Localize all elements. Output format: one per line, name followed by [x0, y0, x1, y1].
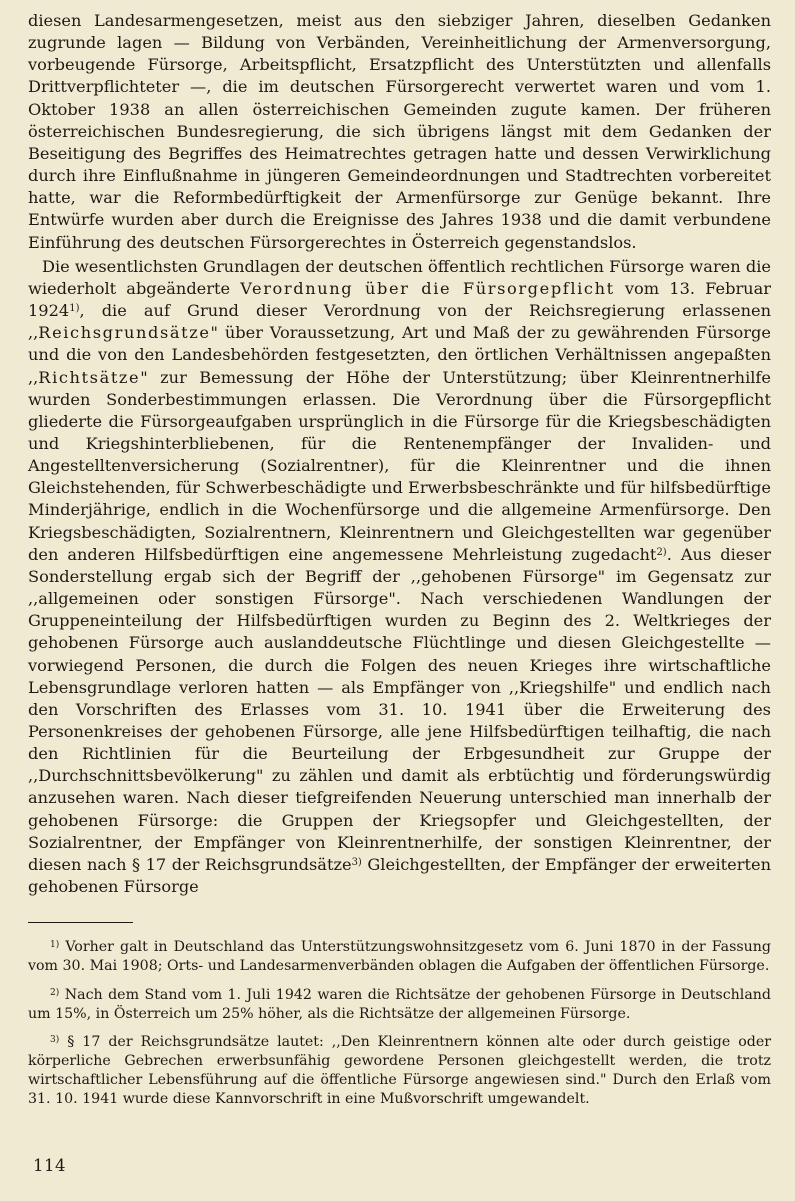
- footnote-text: Nach dem Stand vom 1. Juli 1942 waren die Richtsätze der gehobenen Fürsorge in Deutschland um 15%, in Österreich um 25% höher, als die Richtsätze der allgemeinen Fürsorge.: [28, 986, 771, 1022]
- spaced-term-verordnung: Verordnung über die Fürsorgepflicht: [240, 278, 615, 298]
- text-run: " zur Bemessung der Höhe der Unterstützung; über Kleinrentnerhilfe wurden Sonderbestimmungen erlassen. Die Verordnung über die Fürsorgepflicht gliederte die Fürsorgeaufgaben ursprünglich in die Fürsorge für die Kriegsbeschädigten und Kriegshinterbliebenen, für die Rentenempfänger der Invaliden- und Angestelltenversicherung (Sozialrentner), für die Kleinrentner und die ihnen Gleichstehenden, für Schwerbeschädigte und Erwerbsbeschränkte und für hilfsbedürftige Minderjährige, endlich in die Wochenfürsorge und die allgemeine Armenfürsorge. Den Kriegsbeschädigten, Sozialrentnern, Kleinrentnern und Gleichgestellten war gegenüber den anderen Hilfsbedürftigen eine angemessene Mehrleistung zugedacht: [28, 367, 771, 564]
- text-run: Gleichgestellten, der Empfänger der erweiterten gehobenen Fürsorge: [28, 854, 771, 897]
- footnote-mark: 2): [50, 987, 60, 998]
- footnote-3: [28, 1033, 771, 1108]
- text-run: vom 13. Februar 1924: [28, 278, 771, 321]
- footnote-2: [28, 986, 771, 1024]
- footnote-divider: [28, 922, 133, 923]
- footnote-mark: 3): [50, 1035, 60, 1046]
- footnote-text: § 17 der Reichsgrundsätze lautet: ,,Den Kleinrentnern können alte oder durch geistige oder körperliche Gebrechen erwerbsunfähig gewordene Personen gleichgestellt werden, die trotz wirtschaftlicher Lebensführung auf die öffentliche Fürsorge angewiesen sind." Durch den Erlaß vom 31. 10. 1941 wurde diese Kannvorschrift in eine Mußvorschrift umgewandelt.: [28, 1034, 771, 1107]
- spaced-term-richtsaetze: Richtsätze: [38, 367, 141, 387]
- paragraph-fuersorge-grundlagen: [28, 256, 771, 899]
- text-run: , die auf Grund dieser Verordnung von der Reichsregierung erlassenen ,,: [28, 301, 771, 343]
- footnotes: [28, 938, 771, 1108]
- main-text: [28, 10, 771, 898]
- paragraph-continuation: diesen Landesarmengesetzen, meist aus den siebziger Jahren, dieselben Gedanken zugrunde lagen — Bildung von Verbänden, Vereinheitlichung der Armenversorgung, vorbeugende Fürsorge, Arbeitspflicht, Ersatzpflicht des Unterstützten und allenfalls Drittverpflichteter —, die im deutschen Fürsorgerecht verwertet waren und vom 1. Oktober 1938 an allen österreichischen Gemeinden zugute kamen. Der früheren österreichischen Bundesregierung, die sich übrigens längst mit dem Gedanken der Beseitigung des Begriffes des Heimatrechtes getragen hatte und dessen Verwirklichung durch ihre Einflußnahme in jüngeren Gemeindeordnungen und Stadtrechten vorbereitet hatte, war die Reformbedürftigkeit der Armenfürsorge zur Genüge bekannt. Ihre Entwürfe wurden aber durch die Ereignisse des Jahres 1938 und die damit verbundene Einführung des deutschen Fürsorgerechtes in Österreich gegenstandslos.: [28, 11, 771, 252]
- page-number: 114: [33, 1156, 66, 1175]
- book-page: [28, 10, 771, 1119]
- footnote-1: [28, 938, 771, 976]
- spaced-term-reichsgrundsaetze: Reichsgrundsätze: [38, 323, 211, 343]
- footnote-ref-1: 1): [69, 303, 80, 315]
- footnote-mark: 1): [50, 940, 60, 951]
- text-run: . Aus dieser Sonderstellung ergab sich der Begriff der ,,gehobenen Fürsorge" im Gegensatz zur ,,allgemeinen oder sonstigen Fürsorge". Nach verschiedenen Wandlungen der Gruppeneinteilung der Hilfsbedürftigen wurden zu Beginn des 2. Weltkrieges der gehobenen Fürsorge auch auslanddeutsche Flüchtlinge und diesen Gleichgestellte — vorwiegend Personen, die durch die Folgen des neuen Krieges ihre wirtschaftliche Lebensgrundlage verloren hatten — als Empfänger von ,,Kriegshilfe" und endlich nach den Vorschriften des Erlasses vom 31. 10. 1941 über die Erweiterung des Personenkreises der gehobenen Fürsorge, alle jene Hilfsbedürftigen teilhaftig, die nach den Richtlinien für die Beurteilung der Erbgesundheit zur Gruppe der ,,Durchschnittsbevölkerung" zu zählen und damit als erbtüchtig und förderungswürdig anzusehen waren. Nach dieser tiefgreifenden Neuerung unterschied man innerhalb der gehobenen Fürsorge: die Gruppen der Kriegsopfer und Gleichgestellten, der Sozialrentner, der Empfänger von Kleinrentnerhilfe, der sonstigen Kleinrentner, der diesen nach § 17 der Reichsgrundsätze: [28, 544, 771, 874]
- footnote-ref-3: 3): [351, 856, 362, 868]
- text-run: " über Voraussetzung, Art und Maß der zu gewährenden Fürsorge und die von den Landesbehörden festgesetzten, den örtlichen Verhältnissen angepaßten ,,: [28, 323, 771, 387]
- text-run: Die wesentlichsten Grundlagen der deutschen öffentlich rechtlichen Fürsorge waren die wiederholt abgeänderte: [28, 256, 771, 298]
- footnote-ref-2: 2): [656, 546, 667, 558]
- footnote-text: Vorher galt in Deutschland das Unterstützungswohnsitzgesetz vom 6. Juni 1870 in der Fassung vom 30. Mai 1908; Orts- und Landesarmenverbänden oblagen die Aufgaben der öffentlichen Fürsorge.: [28, 939, 771, 975]
